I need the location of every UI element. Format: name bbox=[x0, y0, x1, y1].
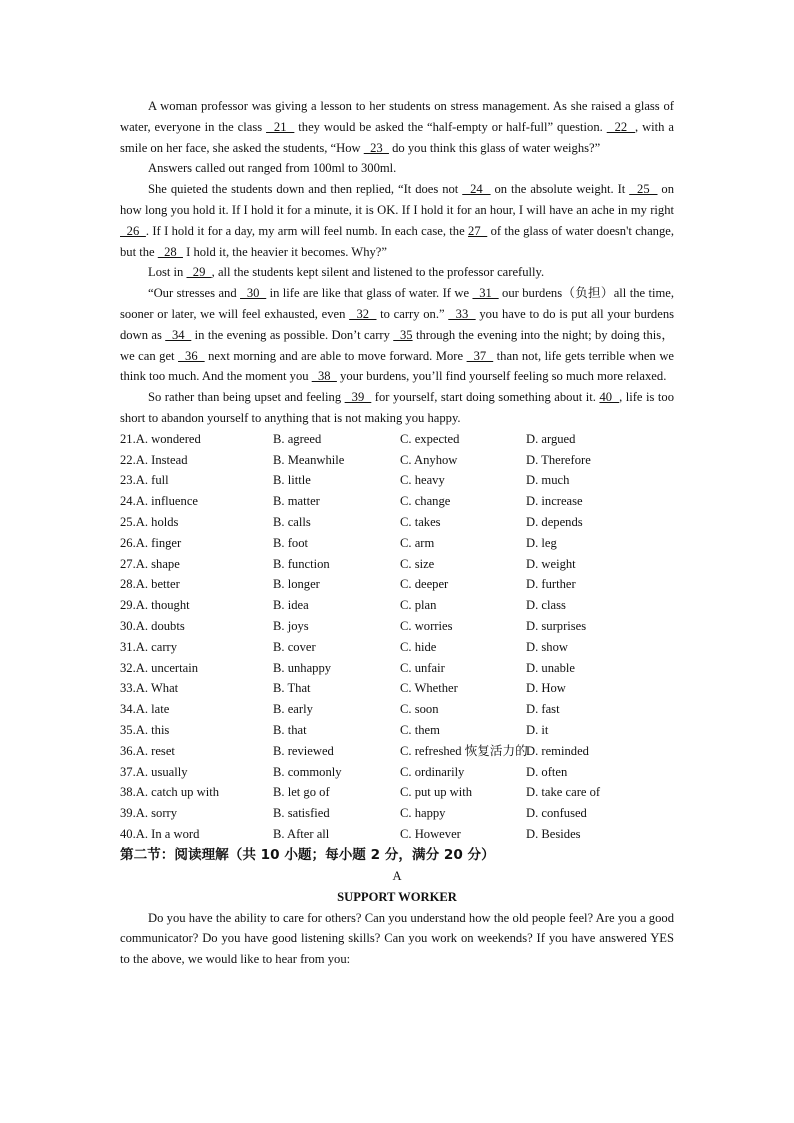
option-a-text: A. wondered bbox=[135, 431, 201, 446]
option-c: C. However bbox=[400, 826, 461, 841]
option-row bbox=[120, 574, 674, 595]
blank-31: 31 bbox=[472, 286, 499, 301]
blank-22: 22 bbox=[606, 119, 636, 134]
option-b: B. That bbox=[273, 681, 311, 696]
option-row bbox=[120, 741, 674, 762]
option-d: D. class bbox=[526, 598, 566, 613]
option-row bbox=[120, 699, 674, 720]
option-d: D. argued bbox=[526, 431, 576, 446]
option-d: D. take care of bbox=[526, 785, 601, 800]
option-d: D. confused bbox=[526, 806, 587, 821]
option-d: D. fast bbox=[526, 702, 560, 717]
blank-30: 30 bbox=[240, 286, 267, 301]
option-a-text: A. carry bbox=[135, 639, 178, 654]
option-b: B. function bbox=[273, 556, 330, 571]
option-d: D. leg bbox=[526, 535, 557, 550]
option-a-text: A. sorry bbox=[135, 806, 178, 821]
option-a bbox=[120, 470, 273, 491]
blank-23: 23 bbox=[363, 140, 389, 155]
option-a-text: A. influence bbox=[135, 494, 198, 509]
option-a-text: A. full bbox=[135, 473, 169, 488]
passage-paragraph-5: “Our stresses and 30 in life are like that glass of water. If we 31 our burdens（负担）all the time, sooner or later, we will feel exhausted, even 32 to carry on.” 33 you have to do is put all your burdens down as 34 in the evening as possible. Don’t carry 35 through the evening into the night; by doing this，we can get 36 next morning and are able to move forward. More 37 than not, life gets terrible when we think too much. And the moment you 38 your burdens, you’ll find yourself feeling so much more relaxed. bbox=[120, 286, 675, 384]
question-number: 22. bbox=[120, 452, 136, 467]
option-a bbox=[120, 595, 273, 616]
blank-25: 25 bbox=[629, 182, 658, 197]
question-number: 39. bbox=[120, 806, 136, 821]
option-a bbox=[120, 512, 273, 533]
passage-intro: Do you have the ability to care for others? Can you understand how the old people feel? Are you a good communicator? Do you have good listening skills? Can you work on weekends? If you have answered YES to the above, we would like to hear from you: bbox=[120, 910, 674, 967]
option-c: C. happy bbox=[400, 806, 446, 821]
option-row bbox=[120, 554, 674, 575]
option-b: B. little bbox=[273, 473, 311, 488]
option-d: D. depends bbox=[526, 514, 583, 529]
option-row bbox=[120, 533, 674, 554]
passage-paragraph-3: She quieted the students down and then replied, “It does not 24 on the absolute weight. It 25 on how long you hold it. If I hold it for a minute, it is OK. If I hold it for an hour, I will have an ache in my right 26 . If I hold it for a day, my arm will feel numb. In each case, the 27 of the glass of water doesn't change, but the 28 I hold it, the heavier it becomes. Why?” bbox=[120, 182, 675, 259]
blank-40: 40 bbox=[599, 390, 620, 405]
option-row bbox=[120, 512, 674, 533]
option-d: D. How bbox=[526, 681, 566, 696]
passage-heading: SUPPORT WORKER bbox=[337, 889, 457, 904]
option-row bbox=[120, 429, 674, 450]
option-a-text: A. late bbox=[135, 702, 170, 717]
option-b: B. early bbox=[273, 702, 313, 717]
option-a bbox=[120, 678, 273, 699]
option-c: C. arm bbox=[400, 535, 435, 550]
option-b: B. that bbox=[273, 722, 307, 737]
option-a bbox=[120, 720, 273, 741]
blank-29: 29 bbox=[186, 265, 212, 280]
option-c: C. heavy bbox=[400, 473, 445, 488]
question-number: 38. bbox=[120, 785, 136, 800]
question-number: 28. bbox=[120, 577, 136, 592]
option-d: D. it bbox=[526, 722, 549, 737]
option-d: D. show bbox=[526, 639, 568, 654]
option-b: B. joys bbox=[273, 618, 309, 633]
option-b: B. let go of bbox=[273, 785, 330, 800]
blank-38: 38 bbox=[311, 369, 337, 384]
blank-32: 32 bbox=[349, 306, 377, 321]
option-c: C. change bbox=[400, 494, 451, 509]
option-c: C. takes bbox=[400, 514, 441, 529]
option-row bbox=[120, 616, 674, 637]
option-a-text: A. catch up with bbox=[135, 785, 219, 800]
blank-27: 27 bbox=[468, 223, 488, 238]
option-c: C. hide bbox=[400, 639, 437, 654]
option-row bbox=[120, 803, 674, 824]
passage-paragraph-2: Answers called out ranged from 100ml to 300ml. bbox=[148, 161, 397, 176]
section-title: 第二节：阅读理解（共 10 小题；每小题 2 分，满分 20 分） bbox=[120, 846, 495, 863]
option-a-text: A. finger bbox=[135, 535, 182, 550]
option-b: B. unhappy bbox=[273, 660, 332, 675]
option-b: B. cover bbox=[273, 639, 316, 654]
blank-26: 26 bbox=[120, 223, 146, 238]
option-d: D. surprises bbox=[526, 618, 587, 633]
option-a-text: A. What bbox=[135, 681, 179, 696]
option-c: C. Anyhow bbox=[400, 452, 458, 467]
passage-paragraph-4: Lost in 29 , all the students kept silent and listened to the professor carefully. bbox=[148, 265, 545, 280]
option-b: B. commonly bbox=[273, 764, 342, 779]
option-row bbox=[120, 782, 674, 803]
option-row bbox=[120, 637, 674, 658]
passage-paragraph-1: A woman professor was giving a lesson to her students on stress management. As she raised a glass of water, everyone in the class 21 they would be asked the “half-empty or half-full” question. 22 , with a smile on her face, she asked the students, “How 23 do you think this glass of water weighs?” bbox=[120, 99, 674, 155]
question-number: 21. bbox=[120, 431, 136, 446]
option-a-text: A. reset bbox=[135, 743, 175, 758]
option-c: C. put up with bbox=[400, 785, 473, 800]
option-a bbox=[120, 450, 273, 471]
option-d: D. Therefore bbox=[526, 452, 591, 467]
option-c: C. deeper bbox=[400, 577, 449, 592]
blank-34: 34 bbox=[165, 327, 192, 342]
option-row bbox=[120, 450, 674, 471]
option-b: B. reviewed bbox=[273, 743, 334, 758]
question-number: 25. bbox=[120, 514, 136, 529]
option-d: D. unable bbox=[526, 660, 575, 675]
question-number: 33. bbox=[120, 681, 136, 696]
option-a bbox=[120, 616, 273, 637]
option-b: B. agreed bbox=[273, 431, 322, 446]
option-row bbox=[120, 720, 674, 741]
option-b: B. idea bbox=[273, 598, 309, 613]
question-number: 34. bbox=[120, 702, 136, 717]
option-a bbox=[120, 554, 273, 575]
option-a-text: A. holds bbox=[135, 514, 179, 529]
option-b: B. longer bbox=[273, 577, 320, 592]
blank-24: 24 bbox=[462, 182, 491, 197]
option-a-text: A. uncertain bbox=[135, 660, 198, 675]
option-a-text: A. thought bbox=[135, 598, 190, 613]
option-row bbox=[120, 824, 674, 845]
blank-35: 35 bbox=[393, 327, 413, 342]
option-a bbox=[120, 533, 273, 554]
document-page bbox=[120, 96, 674, 970]
option-d: D. weight bbox=[526, 556, 576, 571]
option-c: C. ordinarily bbox=[400, 764, 465, 779]
option-a bbox=[120, 782, 273, 803]
option-row bbox=[120, 678, 674, 699]
option-row bbox=[120, 470, 674, 491]
option-c: C. Whether bbox=[400, 681, 458, 696]
option-a bbox=[120, 637, 273, 658]
option-row bbox=[120, 762, 674, 783]
option-row bbox=[120, 658, 674, 679]
blank-28: 28 bbox=[157, 244, 183, 259]
question-number: 32. bbox=[120, 660, 136, 675]
option-a bbox=[120, 699, 273, 720]
blank-37: 37 bbox=[466, 348, 494, 363]
question-number: 35. bbox=[120, 722, 136, 737]
option-a bbox=[120, 658, 273, 679]
question-number: 31. bbox=[120, 639, 136, 654]
option-b: B. satisfied bbox=[273, 806, 330, 821]
option-a bbox=[120, 741, 273, 762]
blank-36: 36 bbox=[178, 348, 205, 363]
option-d: D. Besides bbox=[526, 826, 581, 841]
question-number: 40. bbox=[120, 826, 136, 841]
question-number: 24. bbox=[120, 494, 136, 509]
question-number: 37. bbox=[120, 764, 136, 779]
option-a-text: A. better bbox=[135, 577, 180, 592]
blank-39: 39 bbox=[344, 390, 372, 405]
question-number: 27. bbox=[120, 556, 136, 571]
question-number: 23. bbox=[120, 473, 136, 488]
option-c: C. plan bbox=[400, 598, 437, 613]
question-number: 30. bbox=[120, 618, 136, 633]
option-a-text: A. In a word bbox=[135, 826, 200, 841]
option-c: C. worries bbox=[400, 618, 453, 633]
option-a bbox=[120, 574, 273, 595]
blank-33: 33 bbox=[448, 306, 476, 321]
option-c: C. refreshed 恢复活力的 bbox=[400, 743, 528, 758]
option-c: C. expected bbox=[400, 431, 460, 446]
option-a bbox=[120, 762, 273, 783]
options-list bbox=[120, 429, 674, 845]
option-b: B. After all bbox=[273, 826, 330, 841]
question-number: 36. bbox=[120, 743, 136, 758]
option-b: B. calls bbox=[273, 514, 311, 529]
passage-paragraph-6: So rather than being upset and feeling 39 for yourself, start doing something about it. 40 , life is too short to abandon yourself to anything that is not making you happy. bbox=[120, 390, 675, 425]
option-a bbox=[120, 491, 273, 512]
option-a bbox=[120, 803, 273, 824]
option-c: C. them bbox=[400, 722, 440, 737]
option-a-text: A. shape bbox=[135, 556, 180, 571]
blank-21: 21 bbox=[266, 119, 295, 134]
option-a-text: A. this bbox=[135, 722, 170, 737]
option-c: C. size bbox=[400, 556, 435, 571]
option-a bbox=[120, 824, 273, 845]
option-row bbox=[120, 491, 674, 512]
option-a-text: A. doubts bbox=[135, 618, 185, 633]
option-a-text: A. usually bbox=[135, 764, 188, 779]
option-row bbox=[120, 595, 674, 616]
option-b: B. foot bbox=[273, 535, 308, 550]
option-a-text: A. Instead bbox=[135, 452, 188, 467]
option-d: D. much bbox=[526, 473, 570, 488]
option-a bbox=[120, 429, 273, 450]
question-number: 26. bbox=[120, 535, 136, 550]
option-d: D. often bbox=[526, 764, 568, 779]
option-c: C. unfair bbox=[400, 660, 445, 675]
option-c: C. soon bbox=[400, 702, 439, 717]
option-d: D. further bbox=[526, 577, 576, 592]
question-number: 29. bbox=[120, 598, 136, 613]
option-b: B. matter bbox=[273, 494, 320, 509]
passage-letter: A bbox=[392, 868, 402, 883]
option-b: B. Meanwhile bbox=[273, 452, 345, 467]
option-d: D. reminded bbox=[526, 743, 589, 758]
option-d: D. increase bbox=[526, 494, 583, 509]
